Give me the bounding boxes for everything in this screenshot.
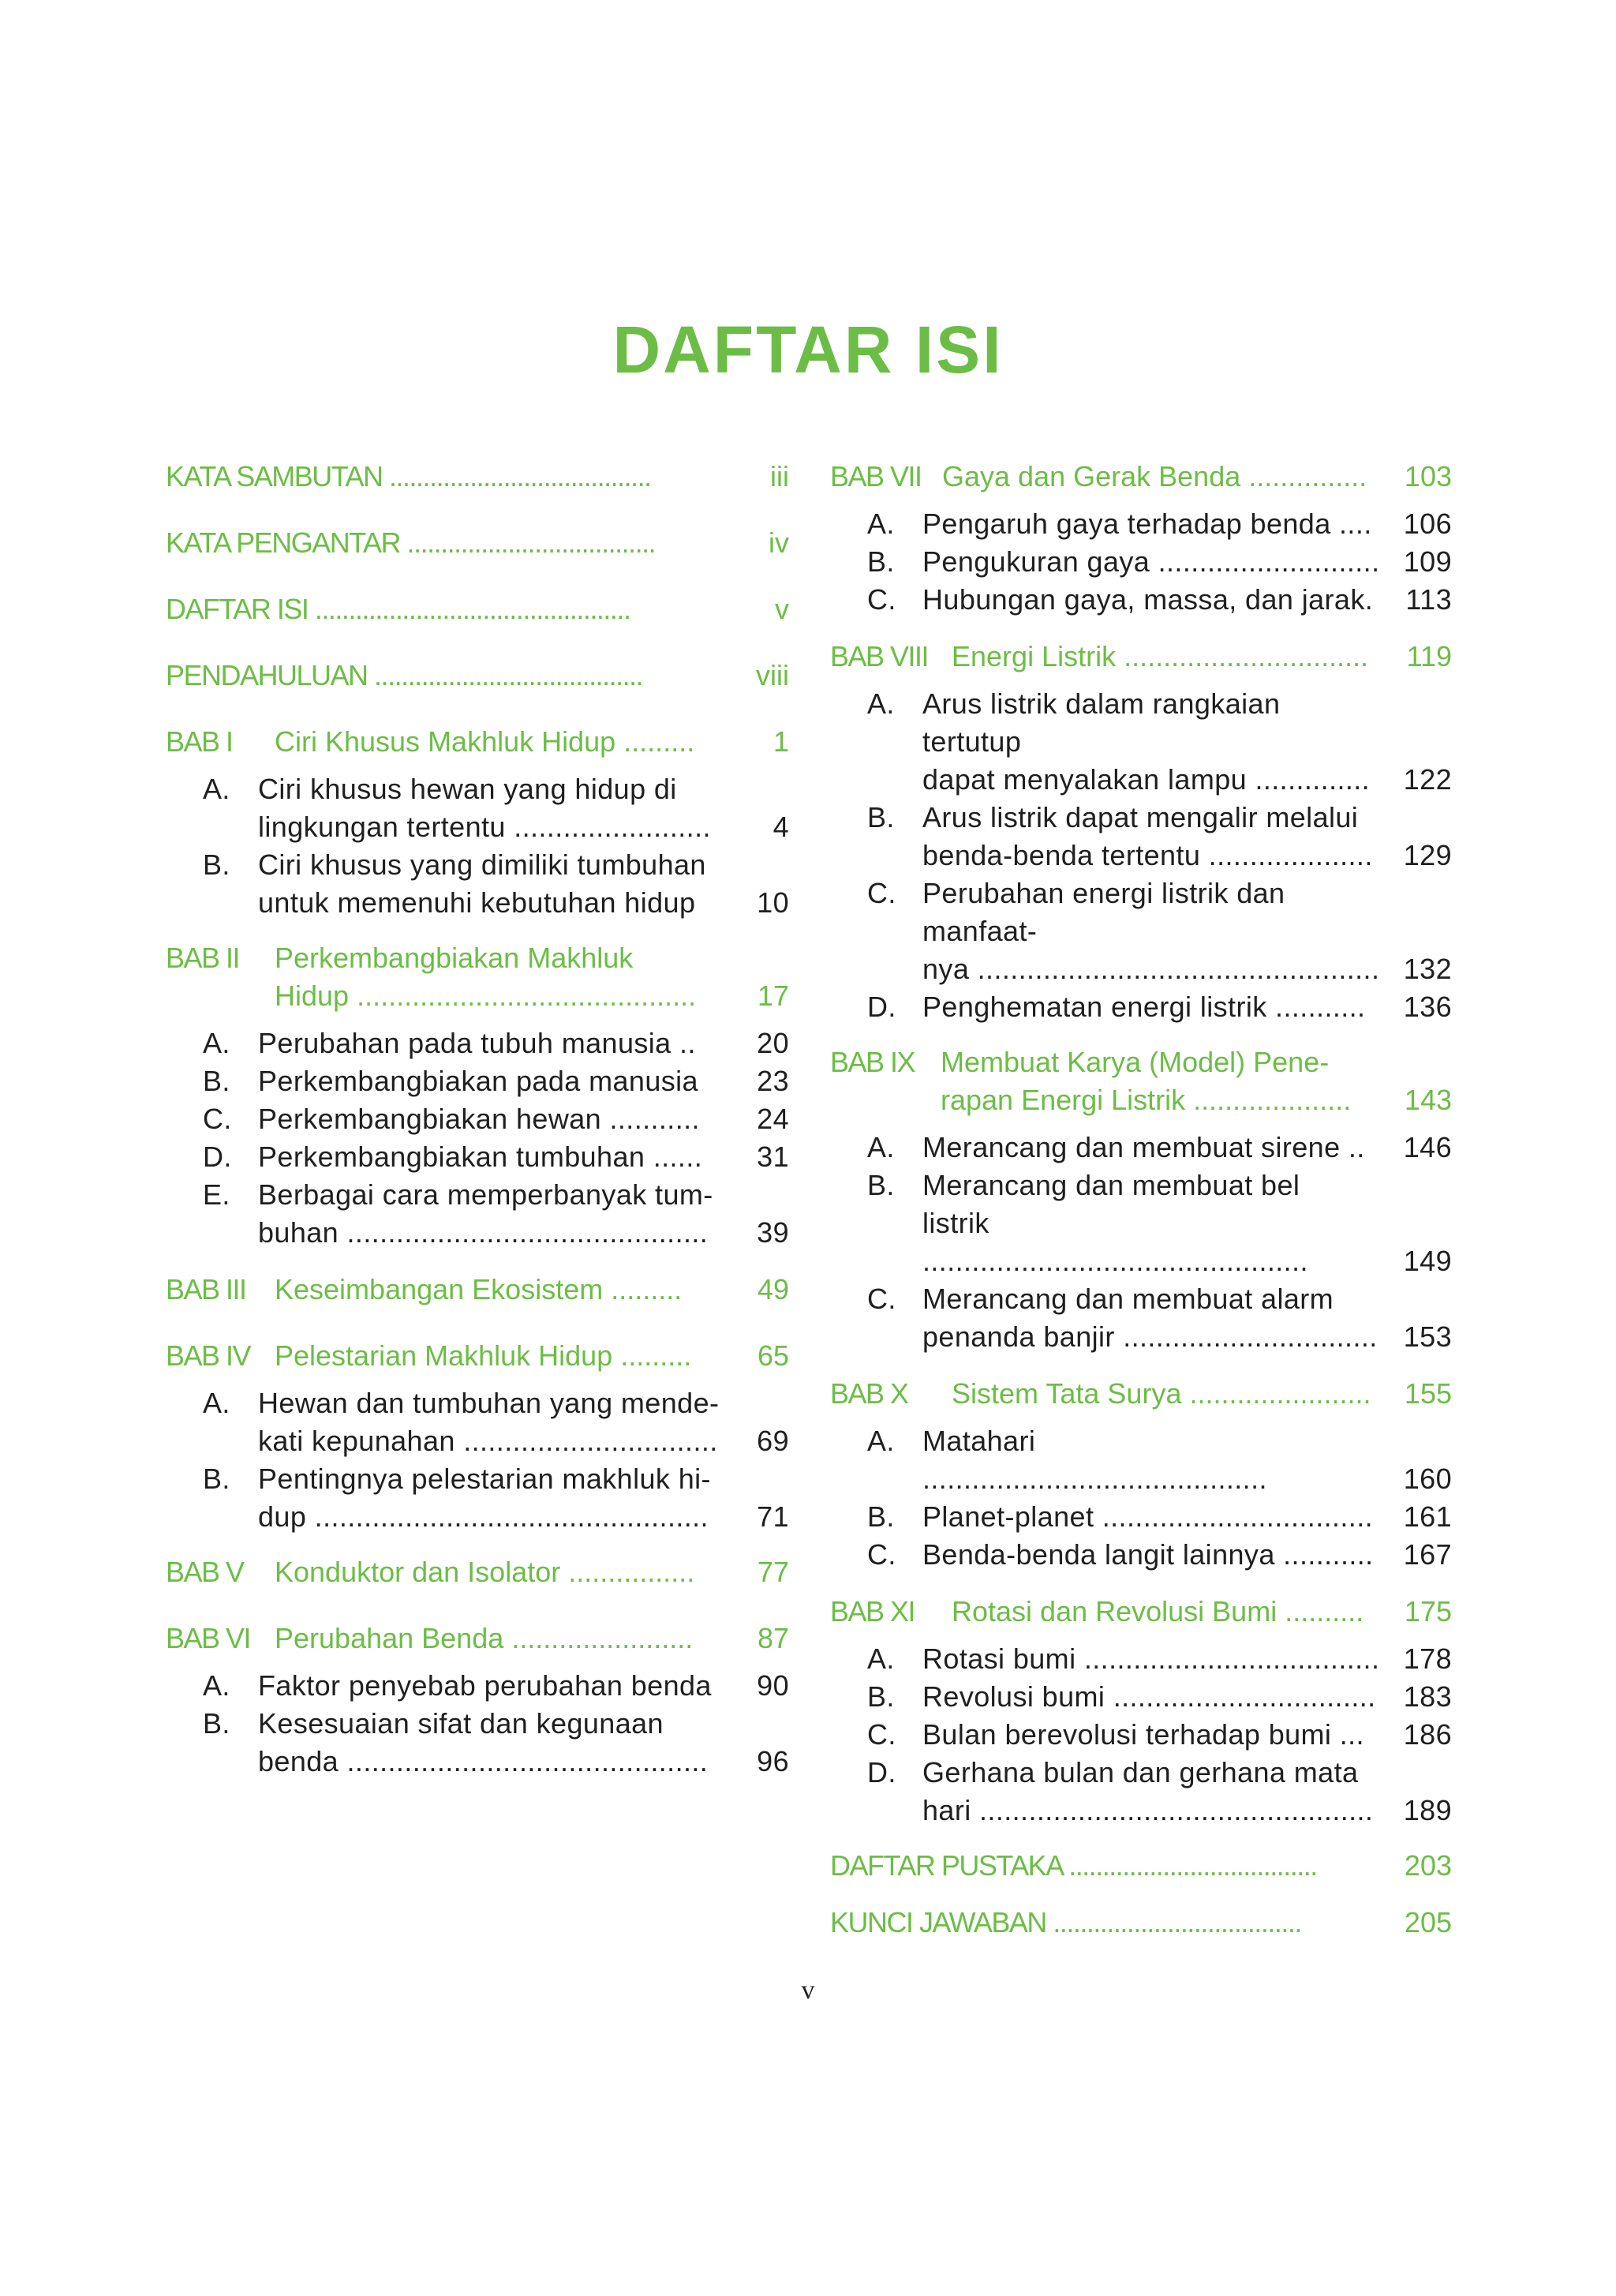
toc-subentry[interactable]	[830, 505, 1452, 543]
toc-page-number: 122	[1403, 763, 1452, 796]
toc-page-number: 203	[1404, 1849, 1452, 1882]
toc-chapter[interactable]	[166, 1337, 789, 1375]
toc-subentry-letter: B.	[203, 1707, 230, 1740]
toc-subentry[interactable]	[166, 770, 789, 846]
toc-subentry-title: listrik ...............................................	[922, 1207, 1308, 1277]
toc-chapter-label: BAB II	[166, 942, 240, 974]
toc-subentry-letter: B.	[867, 1680, 895, 1713]
toc-subentry-letter: D.	[867, 991, 896, 1023]
toc-subentry[interactable]	[830, 1498, 1452, 1536]
toc-entry-title: KUNCI JAWABAN .....................................	[830, 1906, 1301, 1938]
toc-page-number: 71	[757, 1500, 789, 1533]
toc-subentry[interactable]	[166, 1176, 789, 1252]
toc-chapter[interactable]	[830, 1043, 1452, 1119]
toc-entry-title: KATA SAMBUTAN .......................................	[166, 460, 651, 493]
toc-subentry-title: Kesesuaian sifat dan kegunaan	[258, 1707, 664, 1740]
toc-subentry-letter: A.	[203, 1387, 230, 1419]
toc-subentry-title: Faktor penyebab perubahan benda	[258, 1669, 712, 1702]
toc-subentry[interactable]	[830, 1129, 1452, 1167]
toc-subentry[interactable]	[166, 1062, 789, 1100]
toc-page-number: iii	[770, 460, 789, 493]
toc-entry-title: DAFTAR ISI ...............................................	[166, 593, 630, 625]
toc-subentry[interactable]	[830, 1716, 1452, 1754]
toc-chapter[interactable]	[830, 458, 1452, 496]
toc-subentry-title: Planet-planet .................................	[922, 1500, 1374, 1533]
toc-page-number: 132	[1403, 953, 1452, 985]
toc-subentry[interactable]	[830, 581, 1452, 619]
toc-subentry[interactable]	[830, 685, 1452, 799]
toc-subentry-letter: C.	[203, 1103, 232, 1135]
toc-subentry-letter: D.	[867, 1756, 896, 1788]
toc-subentry-letter: A.	[867, 1131, 895, 1163]
toc-entry[interactable]	[166, 458, 789, 496]
toc-subentry-title: dapat menyalakan lampu ..............	[922, 763, 1371, 796]
toc-subentry[interactable]	[830, 875, 1452, 988]
toc-subentry-title: Pengaruh gaya terhadap benda ....	[922, 508, 1372, 540]
toc-page-number: 149	[1403, 1245, 1452, 1277]
toc-subentry-title: Perkembangbiakan pada manusia	[258, 1065, 698, 1097]
toc-page-number: 205	[1404, 1906, 1452, 1938]
toc-chapter[interactable]	[830, 1593, 1452, 1631]
toc-subentry-title: benda-benda tertentu ....................	[922, 839, 1373, 871]
toc-subentry-title: Perkembangbiakan tumbuhan ......	[258, 1141, 703, 1173]
toc-page-number: 65	[757, 1339, 789, 1372]
toc-subentry-letter: B.	[867, 1169, 895, 1201]
toc-subentry-letter: A.	[867, 687, 895, 720]
toc-page-number: 69	[757, 1425, 789, 1457]
toc-page-number: 109	[1403, 545, 1452, 578]
toc-chapter[interactable]	[166, 939, 789, 1015]
toc-page-number: 103	[1404, 460, 1452, 493]
toc-entry-title: PENDAHULUAN ........................................	[166, 659, 643, 691]
toc-subentry-title: Merancang dan membuat sirene ..	[922, 1131, 1365, 1163]
toc-subentry-letter: C.	[867, 1718, 896, 1751]
toc-page-number: 39	[757, 1216, 789, 1249]
toc-chapter-title: Rotasi dan Revolusi Bumi ..........	[952, 1595, 1364, 1627]
toc-subentry-title: Revolusi bumi ................................	[922, 1680, 1376, 1713]
toc-subentry[interactable]	[166, 1384, 789, 1460]
toc-subentry-letter: A.	[867, 1642, 895, 1675]
toc-column-left	[166, 458, 789, 1781]
toc-subentry[interactable]	[830, 1754, 1452, 1830]
toc-chapter-label: BAB VIII	[830, 640, 929, 672]
toc-subentry-letter: C.	[867, 1283, 896, 1315]
toc-chapter-label: BAB X	[830, 1377, 908, 1410]
toc-subentry[interactable]	[166, 1100, 789, 1138]
toc-subentry[interactable]	[166, 846, 789, 922]
toc-page-number: 160	[1403, 1463, 1452, 1495]
toc-subentry-letter: C.	[867, 1538, 896, 1571]
toc-page-number: 90	[757, 1669, 789, 1702]
toc-subentry-letter: A.	[203, 773, 230, 805]
toc-subentry[interactable]	[830, 1280, 1452, 1356]
toc-subentry-letter: B.	[867, 801, 895, 833]
toc-subentry[interactable]	[830, 1167, 1452, 1280]
toc-subentry-letter: C.	[867, 583, 896, 616]
toc-page-number: 186	[1403, 1718, 1452, 1751]
toc-chapter-title: Konduktor dan Isolator ................	[275, 1556, 695, 1588]
toc-subentry-title: Ciri khusus hewan yang hidup di	[258, 773, 677, 805]
toc-page-number: 87	[757, 1622, 789, 1654]
toc-subentry-letter: B.	[203, 1463, 230, 1495]
toc-chapter-title: Membuat Karya (Model) Pene-	[941, 1046, 1330, 1078]
toc-subentry-title: untuk memenuhi kebutuhan hidup	[258, 886, 696, 919]
toc-page-number: 20	[757, 1027, 789, 1059]
toc-chapter[interactable]	[166, 1620, 789, 1657]
toc-chapter-title: Keseimbangan Ekosistem .........	[275, 1273, 683, 1305]
toc-page-number: v	[775, 593, 789, 625]
toc-subentry-title: Arus listrik dapat mengalir melalui	[922, 801, 1359, 833]
toc-subentry-title: hari ................................................	[922, 1794, 1374, 1826]
toc-subentry-title: Hubungan gaya, massa, dan jarak.	[922, 583, 1374, 616]
toc-page-number: 146	[1403, 1131, 1452, 1163]
toc-chapter-label: BAB VII	[830, 460, 922, 493]
toc-page-number: 155	[1404, 1377, 1452, 1410]
toc-subentry[interactable]	[166, 1667, 789, 1705]
toc-chapter-label: BAB IV	[166, 1339, 251, 1372]
toc-page-number: 106	[1403, 508, 1452, 540]
toc-chapter-title: Energi Listrik ...............................	[952, 640, 1369, 672]
toc-page-number: 77	[757, 1556, 789, 1588]
toc-subentry[interactable]	[830, 1678, 1452, 1716]
toc-page-number: 10	[757, 886, 789, 919]
toc-subentry-title: penanda banjir ...............................	[922, 1320, 1378, 1353]
toc-chapter-title: Perubahan Benda .......................	[275, 1622, 694, 1654]
toc-subentry-letter: B.	[867, 545, 895, 578]
toc-subentry-title: nya .................................................	[922, 953, 1380, 985]
toc-subentry-title: Pengukuran gaya ...........................	[922, 545, 1380, 578]
toc-chapter-title: Pelestarian Makhluk Hidup .........	[275, 1339, 692, 1372]
toc-page-number: 189	[1403, 1794, 1452, 1826]
toc-subentry[interactable]	[830, 1640, 1452, 1678]
toc-chapter-label: BAB IX	[830, 1046, 915, 1078]
toc-chapter[interactable]	[166, 1271, 789, 1309]
toc-subentry-title: Pentingnya pelestarian makhluk hi-	[258, 1463, 711, 1495]
toc-chapter[interactable]	[830, 638, 1452, 676]
toc-page-number: 4	[772, 811, 789, 843]
toc-subentry-letter: A.	[867, 508, 895, 540]
toc-subentry[interactable]	[166, 1024, 789, 1062]
toc-subentry[interactable]	[830, 543, 1452, 581]
toc-subentry-title: benda ............................................	[258, 1745, 709, 1777]
toc-subentry-letter: E.	[203, 1178, 230, 1211]
toc-subentry-letter: B.	[867, 1500, 895, 1533]
toc-page-number: 31	[757, 1141, 789, 1173]
toc-subentry-letter: A.	[867, 1425, 895, 1457]
toc-chapter-title: Gaya dan Gerak Benda ...............	[942, 460, 1367, 493]
toc-page-number: viii	[756, 659, 789, 691]
toc-page-number: 129	[1403, 839, 1452, 871]
toc-subentry[interactable]	[166, 1705, 789, 1781]
toc-chapter[interactable]	[166, 723, 789, 761]
toc-page-number: 153	[1403, 1320, 1452, 1353]
toc-entry[interactable]	[166, 657, 789, 695]
toc-page-number: 143	[1404, 1084, 1452, 1116]
toc-subentry-title: buhan ............................................	[258, 1216, 709, 1249]
toc-page-number: 119	[1406, 640, 1452, 672]
toc-entry[interactable]	[830, 1904, 1452, 1942]
toc-chapter[interactable]	[166, 1553, 789, 1591]
toc-page-number: 178	[1403, 1642, 1452, 1675]
toc-page-number: 183	[1403, 1680, 1452, 1713]
page-title: DAFTAR ISI	[612, 313, 1004, 387]
toc-subentry-letter: B.	[203, 848, 230, 881]
toc-page-number: 96	[757, 1745, 789, 1777]
toc-subentry-title: dup ................................................	[258, 1500, 709, 1533]
toc-chapter-title: Hidup ...........................................	[275, 979, 697, 1012]
toc-subentry[interactable]	[166, 1138, 789, 1176]
toc-subentry-letter: A.	[203, 1669, 230, 1702]
toc-page-number: iv	[769, 526, 789, 559]
toc-chapter-label: BAB V	[166, 1556, 244, 1588]
toc-subentry[interactable]	[830, 1422, 1452, 1498]
toc-page-number: 1	[772, 725, 789, 758]
toc-chapter[interactable]	[830, 1375, 1452, 1413]
toc-chapter-label: BAB VI	[166, 1622, 251, 1654]
toc-subentry-title: Bulan berevolusi terhadap bumi ...	[922, 1718, 1364, 1751]
toc-page-number: 23	[757, 1065, 789, 1097]
toc-page-number: 136	[1403, 991, 1452, 1023]
toc-subentry-title: Rotasi bumi ....................................	[922, 1642, 1380, 1675]
toc-subentry-title: Ciri khusus yang dimiliki tumbuhan	[258, 848, 706, 881]
toc-page-number: 161	[1403, 1500, 1452, 1533]
toc-subentry-title: Benda-benda langit lainnya ...........	[922, 1538, 1374, 1571]
toc-chapter-title: Perkembangbiakan Makhluk	[275, 942, 634, 974]
toc-subentry-letter: C.	[867, 877, 896, 909]
toc-subentry-title: Merancang dan membuat alarm	[922, 1283, 1334, 1315]
toc-subentry-title: Matahari ..........................................	[922, 1425, 1267, 1495]
toc-subentry-title: Gerhana bulan dan gerhana mata	[922, 1756, 1359, 1788]
toc-entry-title: DAFTAR PUSTAKA .....................................	[830, 1849, 1317, 1882]
toc-subentry-letter: A.	[203, 1027, 230, 1059]
toc-chapter-title: Ciri Khusus Makhluk Hidup .........	[275, 725, 695, 758]
toc-subentry-title: Perubahan energi listrik dan manfaat-	[922, 877, 1285, 947]
toc-entry[interactable]	[166, 590, 789, 628]
toc-entry-title: KATA PENGANTAR .....................................	[166, 526, 656, 559]
toc-chapter-label: BAB I	[166, 725, 233, 758]
toc-subentry-letter: D.	[203, 1141, 232, 1173]
toc-page-number: 113	[1405, 583, 1452, 616]
toc-chapter-title: Sistem Tata Surya .......................	[952, 1377, 1371, 1410]
toc-column-right	[830, 458, 1452, 1942]
toc-subentry-title: Berbagai cara memperbanyak tum-	[258, 1178, 713, 1211]
toc-subentry[interactable]	[830, 799, 1452, 875]
toc-subentry[interactable]	[166, 1460, 789, 1536]
toc-page-number: 24	[757, 1103, 789, 1135]
toc-chapter-label: BAB XI	[830, 1595, 915, 1627]
toc-subentry-title: Perkembangbiakan hewan ...........	[258, 1103, 700, 1135]
toc-page-number: 49	[757, 1273, 789, 1305]
toc-subentry-title: Perubahan pada tubuh manusia ..	[258, 1027, 696, 1059]
toc-page-number: 17	[757, 979, 789, 1012]
toc-subentry[interactable]	[830, 988, 1452, 1026]
toc-subentry-title: Arus listrik dalam rangkaian tertutup	[922, 687, 1281, 758]
toc-subentry-title: lingkungan tertentu ........................	[258, 811, 711, 843]
toc-subentry-title: Hewan dan tumbuhan yang mende-	[258, 1387, 720, 1419]
toc-subentry-title: Penghematan energi listrik ...........	[922, 991, 1366, 1023]
toc-page-number: 175	[1404, 1595, 1452, 1627]
toc-subentry-title: kati kepunahan ...............................	[258, 1425, 718, 1457]
toc-chapter-label: BAB III	[166, 1273, 246, 1305]
toc-subentry-title: Merancang dan membuat bel	[922, 1169, 1300, 1201]
toc-entry[interactable]	[166, 524, 789, 562]
page-number: v	[801, 1976, 815, 2005]
toc-entry[interactable]	[830, 1847, 1452, 1885]
toc-chapter-title: rapan Energi Listrik ....................	[941, 1084, 1352, 1116]
toc-subentry-letter: B.	[203, 1065, 230, 1097]
toc-page-number: 167	[1403, 1538, 1452, 1571]
toc-subentry[interactable]	[830, 1536, 1452, 1574]
